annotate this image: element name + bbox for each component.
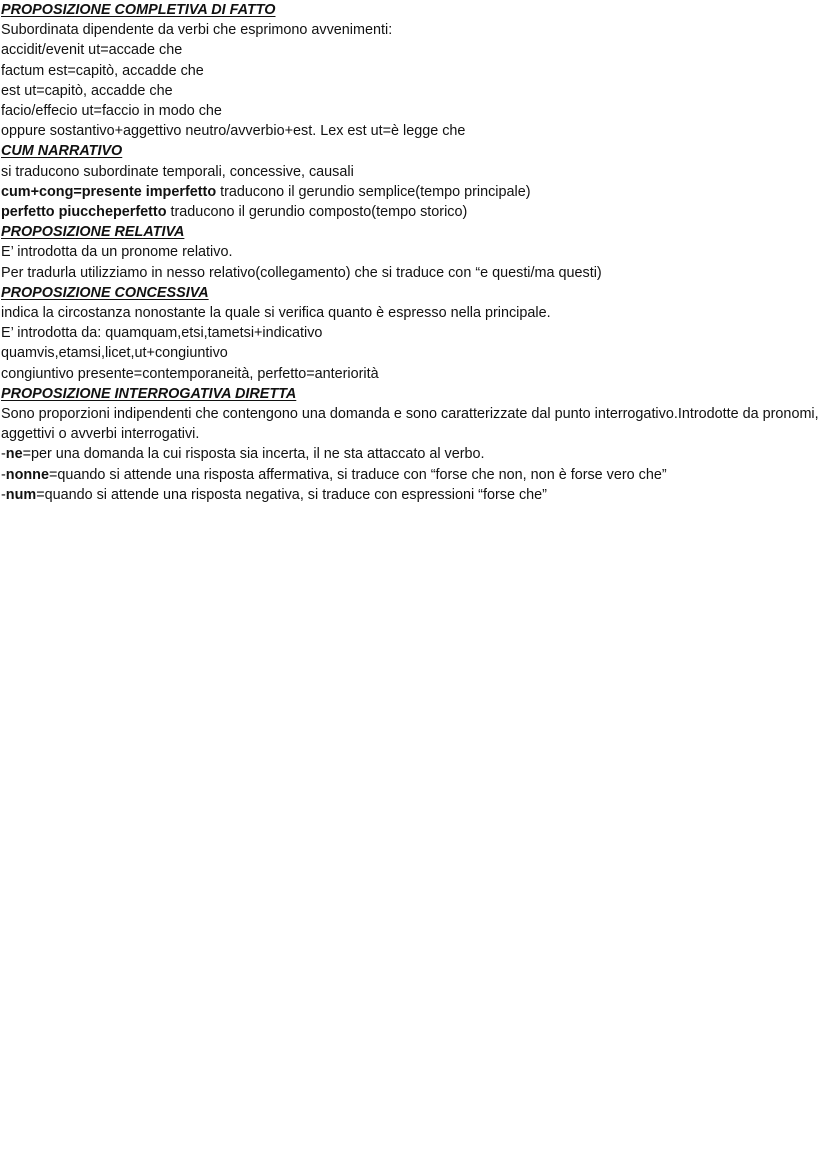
text-line: Subordinata dipendente da verbi che esprimono avvenimenti:: [1, 22, 393, 39]
dash-prefix: -: [1, 446, 6, 463]
rich-text-line: [1, 465, 821, 485]
rich-text-line: [1, 202, 821, 222]
dash-prefix: -: [1, 466, 6, 483]
line-text: =per una domanda la cui risposta sia incerta, il ne sta attaccato al verbo.: [22, 446, 485, 463]
line-text: =quando si attende una risposta affermativa, si traduce con “forse che non, non è forse vero che”: [48, 466, 667, 483]
bold-term: cum+cong=presente imperfetto: [1, 183, 217, 200]
bold-term: num: [5, 486, 37, 503]
line-text: traducono il gerundio semplice(tempo principale): [216, 183, 531, 200]
rich-text-line: [1, 485, 821, 505]
dash-prefix: -: [1, 486, 6, 503]
line-text: =quando si attende una risposta negativa, si traduce con espressioni “forse che”: [36, 486, 547, 503]
section-heading-concessiva: PROPOSIZIONE CONCESSIVA: [1, 284, 209, 301]
bold-term: nonne: [5, 466, 49, 483]
text-line: est ut=capitò, accadde che: [1, 82, 173, 99]
rich-text-line: [1, 444, 821, 464]
bold-term: ne: [5, 446, 23, 463]
line-text: traducono il gerundio composto(tempo storico): [166, 204, 468, 221]
section-heading-completiva: PROPOSIZIONE COMPLETIVA DI FATTO: [1, 2, 276, 18]
text-line: indica la circostanza nonostante la quale si verifica quanto è espresso nella principale.: [1, 305, 551, 322]
section-heading-cum-narrativo: CUM NARRATIVO: [1, 143, 123, 160]
bold-term: perfetto piuccheperfetto: [1, 204, 167, 221]
text-line: Per tradurla utilizziamo in nesso relativo(collegamento) che si traduce con “e questi/ma questi): [1, 264, 602, 281]
text-line: oppure sostantivo+aggettivo neutro/avverbio+est. Lex est ut=è legge che: [1, 123, 466, 140]
text-line: si traducono subordinate temporali, concessive, causali: [1, 163, 354, 180]
text-line: quamvis,etamsi,licet,ut+congiuntivo: [1, 345, 228, 362]
text-line: accidit/evenit ut=accade che: [1, 42, 183, 59]
text-line: factum est=capitò, accadde che: [1, 62, 204, 79]
text-line: congiuntivo presente=contemporaneità, perfetto=anteriorità: [1, 365, 379, 382]
text-line: E’ introdotta da un pronome relativo.: [1, 244, 233, 261]
document-page: [1, 0, 821, 505]
rich-text-line: [1, 182, 821, 202]
section-heading-interrogativa-diretta: PROPOSIZIONE INTERROGATIVA DIRETTA: [1, 385, 297, 402]
paragraph: Sono proporzioni indipendenti che contengono una domanda e sono caratterizzate dal punto interrogativo.Introdotte da pronomi, aggettivi o avverbi interrogativi.: [1, 406, 819, 443]
section-heading-relativa: PROPOSIZIONE RELATIVA: [1, 224, 185, 241]
text-line: facio/effecio ut=faccio in modo che: [1, 103, 222, 120]
text-line: E’ introdotta da: quamquam,etsi,tametsi+indicativo: [1, 325, 323, 342]
